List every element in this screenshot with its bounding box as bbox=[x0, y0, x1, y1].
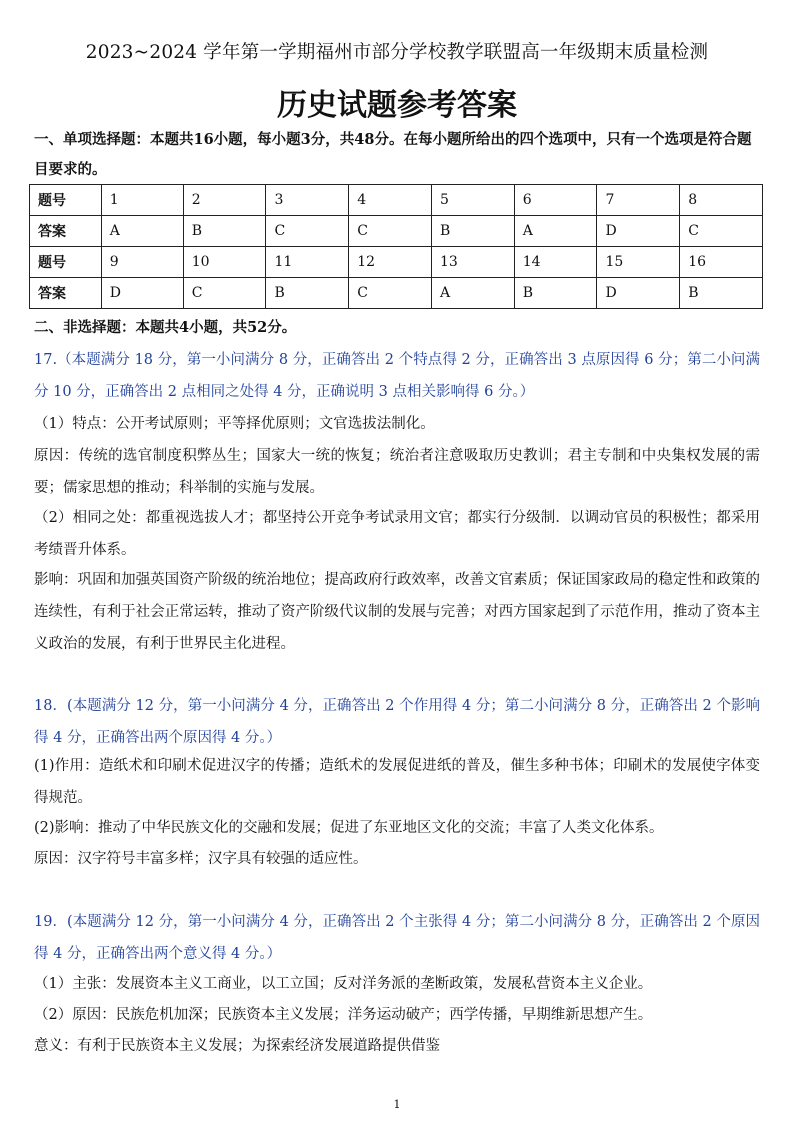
table-cell: C bbox=[349, 278, 432, 309]
q19-part1: （1）主张：发展资本主义工商业，以工立国；反对洋务派的垄断政策，发展私营资本主义企业。 bbox=[34, 976, 653, 992]
table-cell: C bbox=[680, 216, 763, 247]
table-cell: 13 bbox=[431, 247, 514, 278]
row-label: 题号 bbox=[30, 185, 102, 216]
q19-significance: 意义：有利于民族资本主义发展；为探索经济发展道路提供借鉴 bbox=[34, 1038, 440, 1054]
table-cell: 5 bbox=[431, 185, 514, 216]
table-row bbox=[30, 278, 763, 309]
table-cell: D bbox=[597, 216, 680, 247]
table-cell: C bbox=[183, 278, 266, 309]
q18-scoring: 18．(本题满分 12 分，第一小问满分 4 分，正确答出 2 个作用得 4 分；第二小问满分 8 分，正确答出 2 个影响得 4 分，正确答出两个原因得 4 分。） bbox=[34, 698, 760, 746]
table-cell: D bbox=[597, 278, 680, 309]
q18-part1: (1)作用：造纸术和印刷术促进汉字的传播；造纸术的发展促进纸的普及，催生多种书体；印刷术的发展使字体变得规范。 bbox=[34, 758, 760, 806]
table-row bbox=[30, 185, 763, 216]
table-cell: B bbox=[266, 278, 349, 309]
table-cell: 12 bbox=[349, 247, 432, 278]
row-label: 题号 bbox=[30, 247, 102, 278]
table-cell: 15 bbox=[597, 247, 680, 278]
q17-reasons: 原因：传统的选官制度积弊丛生；国家大一统的恢复；统治者注意吸取历史教训；君主专制和中央集权发展的需要；儒家思想的推动；科举制的实施与发展。 bbox=[34, 448, 760, 496]
q17-impact: 影响：巩固和加强英国资产阶级的统治地位；提高政府行政效率，改善文官素质；保证国家政局的稳定性和政策的连续性，有利于社会正常运转，推动了资产阶级代议制的发展与完善；对西方国家起到了示范作用，推动了资本主义政治的发展，有利于世界民主化进程。 bbox=[34, 572, 760, 652]
q18-reasons: 原因：汉字符号丰富多样；汉字具有较强的适应性。 bbox=[34, 851, 368, 867]
table-cell: B bbox=[183, 216, 266, 247]
table-cell: A bbox=[101, 216, 183, 247]
exam-title: 2023~2024 学年第一学期福州市部分学校教学联盟高一年级期末质量检测 bbox=[85, 42, 709, 63]
row-label: 答案 bbox=[30, 278, 102, 309]
table-cell: A bbox=[514, 216, 597, 247]
table-cell: C bbox=[266, 216, 349, 247]
table-cell: B bbox=[514, 278, 597, 309]
table-cell: 10 bbox=[183, 247, 266, 278]
section1-heading: 一、单项选择题：本题共16小题，每小题3分，共48分。在每小题所给出的四个选项中，只有一个选项是符合题目要求的。 bbox=[34, 131, 752, 178]
q19-scoring: 19．(本题满分 12 分，第一小问满分 4 分，正确答出 2 个主张得 4 分；第二小问满分 8 分，正确答出 2 个原因得 4 分，正确答出两个意义得 4 分。） bbox=[34, 914, 760, 962]
table-row bbox=[30, 216, 763, 247]
table-cell: 14 bbox=[514, 247, 597, 278]
table-cell: 8 bbox=[680, 185, 763, 216]
q17-part1: （1）特点：公开考试原则；平等择优原则；文官选拔法制化。 bbox=[34, 416, 435, 432]
table-cell: C bbox=[349, 216, 432, 247]
q19-part2: （2）原因：民族危机加深；民族资本主义发展；洋务运动破产；西学传播，早期维新思想产生。 bbox=[34, 1007, 653, 1023]
table-cell: 11 bbox=[266, 247, 349, 278]
table-cell: 6 bbox=[514, 185, 597, 216]
q18-part2: (2)影响：推动了中华民族文化的交融和发展；促进了东亚地区文化的交流；丰富了人类文化体系。 bbox=[34, 820, 664, 836]
q17-part2: （2）相同之处：都重视选拔人才；都坚持公开竞争考试录用文官；都实行分级制．以调动官员的积极性；都采用考绩晋升体系。 bbox=[34, 510, 760, 558]
table-cell: B bbox=[431, 216, 514, 247]
table-cell: 4 bbox=[349, 185, 432, 216]
section2-heading: 二、非选择题：本题共4小题，共52分。 bbox=[34, 319, 297, 336]
table-cell: B bbox=[680, 278, 763, 309]
table-cell: 16 bbox=[680, 247, 763, 278]
table-cell: 7 bbox=[597, 185, 680, 216]
table-cell: 3 bbox=[266, 185, 349, 216]
q17-scoring: 17.（本题满分 18 分，第一小问满分 8 分，正确答出 2 个特点得 2 分，正确答出 3 点原因得 6 分；第二小问满分 10 分，正确答出 2 点相同之处得 4 分，正确说明 3 点相关影响得 6 分。） bbox=[34, 352, 760, 400]
page-number: 1 bbox=[393, 1098, 401, 1111]
table-cell: 1 bbox=[101, 185, 183, 216]
table-cell: 9 bbox=[101, 247, 183, 278]
table-cell: A bbox=[431, 278, 514, 309]
table-cell: 2 bbox=[183, 185, 266, 216]
table-row bbox=[30, 247, 763, 278]
answer-table bbox=[29, 184, 763, 309]
subject-title: 历史试题参考答案 bbox=[277, 88, 517, 123]
row-label: 答案 bbox=[30, 216, 102, 247]
table-cell: D bbox=[101, 278, 183, 309]
